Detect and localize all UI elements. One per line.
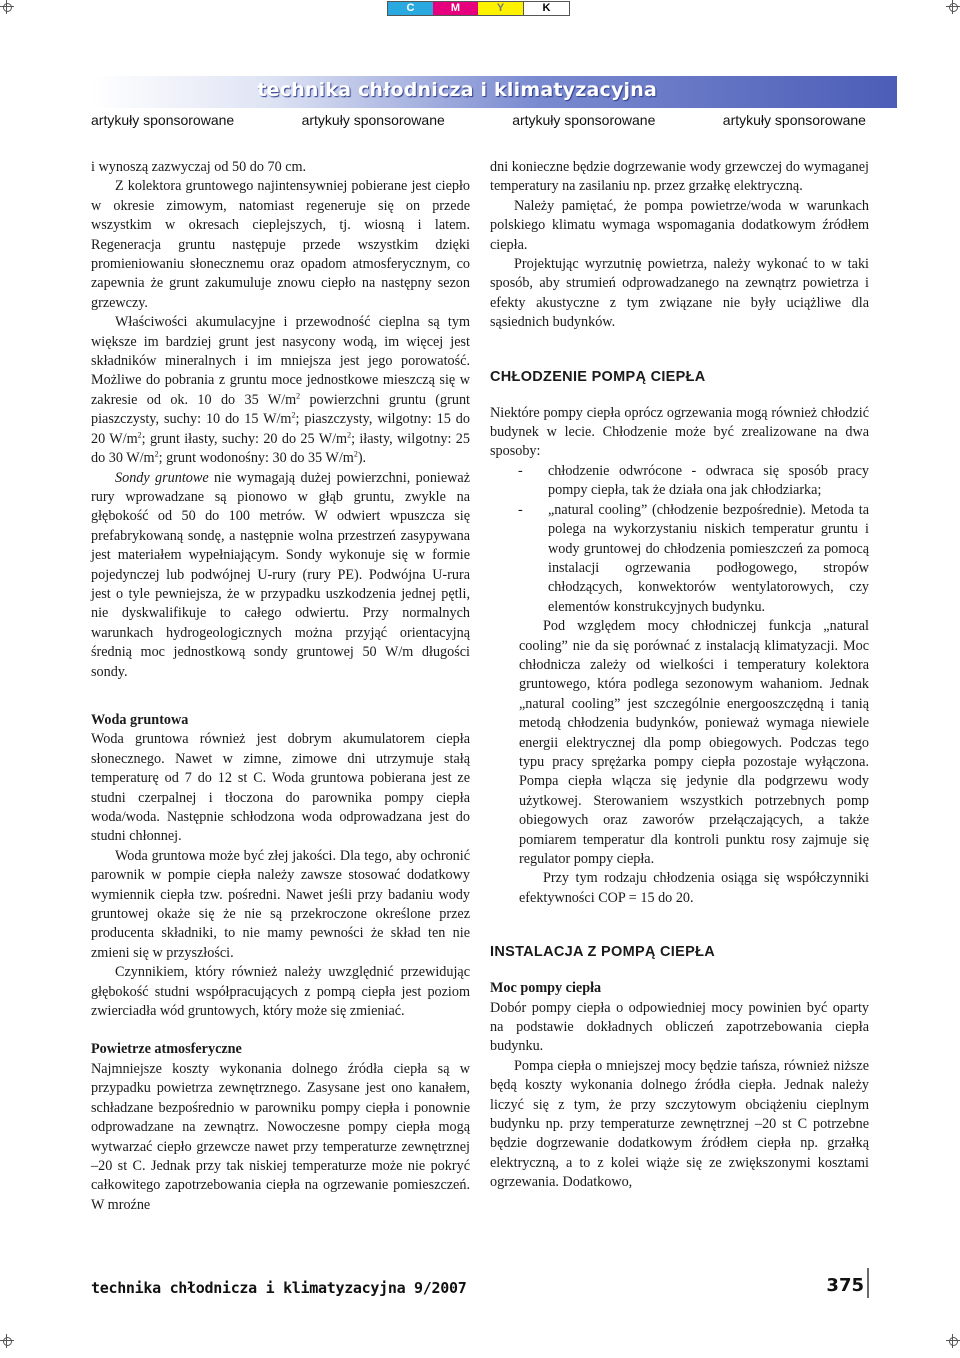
right-column bbox=[490, 158, 869, 1193]
page-number: 375 bbox=[826, 1275, 864, 1296]
section-heading-instalacja: INSTALACJA Z POMPĄ CIEPŁA bbox=[490, 944, 716, 961]
registration-mark-icon bbox=[0, 1334, 14, 1348]
paragraph: Najmniejsze koszty wykonania dolnego źródła ciepła są w przypadku powietrza zewnętrznego. Zasysane jest ono kanałem, schładzane bezpośrednio w parowniku pompy ciepła i ponownie odprowadzane na zewnątrz. Nowoczesne pompy ciepła mogą wytwarzać ciepło grzewcze nawet przy temperaturze zewnętrznej –20 st C. Jednak przy tak niskiej temperaturze może nie pokryć całkowitego zapotrzebowania ciepła na ogrzewanie pomieszczeń. W mroźne bbox=[91, 1060, 470, 1213]
paragraph: Z kolektora gruntowego najintensywniej pobierane jest ciepło w okresie zimowym, natomiast regeneruje się on przede wszystkim w okresach cieplejszych, tj. wiosną i latem. Regeneracja gruntu następuje przede wszystkim dzięki promieniowaniu słonecznemu oraz opadom atmosferycznym, co zapewnia że grunt zakumuluje znowu ciepło na następny sezon grzewczy. bbox=[91, 178, 470, 311]
subheading-moc: Moc pompy ciepła bbox=[490, 980, 602, 997]
header-banner bbox=[91, 76, 897, 108]
paragraph: Przy tym rodzaju chłodzenia osiąga się współczynniki efektywności COP = 15 do 20. bbox=[519, 870, 869, 906]
paragraph: dni konieczne będzie dogrzewanie wody grzewczej do wymaganej temperatury na zasilaniu np. przez grzałkę elektryczną. bbox=[490, 159, 869, 195]
paragraph: Sondy gruntowe nie wymagają dużej powierzchni, ponieważ rury wprowadzane są pionowo w głąb gruntu, zwykle na głębokość od 50 do 100 metrów. W odwiert wpuszcza się prefabrykowaną sondę, a następnie wolna przestrzeń zasypywana jest materiałem wypełniającym. Sondy wykonuje się w formie pojedynczej lub podwójnej U-rury (rury PE). Podwójna U-rura jest o tyle pewniejsza, że w przypadku uszkodzenia jednej pętli, nie dyskwalifikuje to całego odwiertu. Przy normalnych warunkach hydrogeologicznych można przyjąć orientacyjną średnią moc jednostkową sondy gruntowej 50 W/m długości sondy. bbox=[91, 469, 470, 680]
paragraph: Woda gruntowa również jest dobrym akumulatorem ciepła słonecznego. Nawet w zimne, zimowe dni utrzymuje stałą temperaturę od 7 do 12 st C. Woda gruntowa pobierana jest ze studni czerpalnej i tłoczona do parownika pompy ciepła woda/woda. Następnie schłodzona woda odprowadzana jest do studni chłonnej. bbox=[91, 731, 470, 845]
cooling-methods-list bbox=[490, 462, 869, 617]
footer-divider bbox=[867, 1268, 869, 1298]
sponsor-label: artykuły sponsorowane bbox=[512, 112, 656, 128]
footer-journal: technika chłodnicza i klimatyzacyjna 9/2007 bbox=[91, 1279, 467, 1297]
paragraph: Pod względem mocy chłodniczej funkcja „natural cooling” nie da się porównać z instalacją klimatyzacji. Moc chłodnicza zależy od wielkości i temperatury kolektora gruntowego, która podlega sezonowym wahaniom. Jednak „natural cooling” jest szczególnie energooszczędną i tanią metodą chłodzenia budynków, ponieważ wymaga niewiele energii elektrycznej dla pomp obiegowych. Podczas tego typu pracy sprężarka pompy ciepła pozostaje wyłączona. Pompa ciepła wlącza się jedynie dla podgrzewu wody użytkowej. Sterowaniem wszystkich potrzebnych pomp obiegowych oraz zaworów przełączających, a także pomiarem temperatur dla kontroli punktu rosy zajmuje się regulator pompy ciepła. bbox=[519, 618, 869, 867]
sponsor-label: artykuły sponsorowane bbox=[91, 112, 235, 128]
paragraph: Należy pamiętać, że pompa powietrze/woda w warunkach polskiego klimatu wymaga wspomagania dodatkowym źródłem ciepła. bbox=[490, 197, 869, 253]
left-column bbox=[91, 158, 470, 1215]
sponsor-label: artykuły sponsorowane bbox=[722, 112, 866, 128]
paragraph: Czynnikiem, który również należy uwzględnić przewidując głębokość studni współpracujących z pompą ciepła jest poziom zwierciadła wód gruntowych, który może się zmieniać. bbox=[91, 964, 470, 1020]
paragraph: i wynoszą zazwyczaj od 50 do 70 cm. bbox=[91, 159, 307, 175]
paragraph: Pompa ciepła o mniejszej mocy będzie tańsza, również niższe będą koszty wykonania dolnego źródła ciepła. Jednak należy liczyć się z tym, że przy szczytowym obciążeniu cieplnym budynku np. przy temperaturze zewnętrznej –20 st C potrzebne będzie dogrzewanie dodatkowym źródłem ciepła np. grzałką elektryczną, a to z kolei wiąże się ze zwiększonymi kosztami ogrzewania. Dodatkowo, bbox=[490, 1057, 869, 1191]
paragraph: Woda gruntowa może być złej jakości. Dla tego, aby ochronić parownik w pompie ciepła należy zawsze stosować dodatkowy wymiennik ciepła tzw. pośredni. Nawet jeśli przy badaniu wody gruntowej okaże się że nie są przekroczone określone przez producenta składniki, to nie mamy pewności że skład ten nie zmieni się w przyszłości. bbox=[91, 847, 470, 961]
cmyk-black: K bbox=[523, 2, 569, 15]
paragraph: Niektóre pompy ciepła oprócz ogrzewania mogą również chłodzić budynek w lecie. Chłodzenie może być zrealizowane na dwa sposoby: bbox=[490, 404, 869, 460]
paragraph: Projektując wyrzutnię powietrza, należy wykonać to w taki sposób, aby strumień odprowadzanego na zewnątrz powietrza i efekty akustyczne z tym związane nie były uciążliwe dla sąsiednich budynków. bbox=[490, 256, 869, 331]
paragraph: Właściwości akumulacyjne i przewodność cieplna są tym większe im bardziej grunt jest nasycony wodą, im więcej jest składników mineralnych i im mniejsza jest jego porowatość. Możliwe do pobrania z gruntu moce jednostkowe mieszczą się w zakresie od ok. 10 do 35 $W/m^2$ powierzchni gruntu (grunt piaszczysty, suchy: 10 do 15 $W/m^2$; piaszczysty, wilgotny: 15 do 20 $W/m^2$; grunt iłasty, suchy: 20 do 25 $W/m^2$; iłasty, wilgotny: 25 do 30 $W/m^2$; grunt wodonośny: 30 do 35 $W/m^2$). bbox=[91, 314, 470, 467]
subheading-woda-gruntowa: Woda gruntowa bbox=[91, 711, 189, 728]
journal-title: technika chłodnicza i klimatyzacyjna bbox=[257, 79, 657, 101]
cmyk-color-bar bbox=[387, 1, 570, 16]
registration-mark-icon bbox=[0, 0, 14, 14]
list-item: - chłodzenie odwrócone - odwraca się sposób pracy pompy ciepła, tak że działa ona jak chłodziarka; bbox=[518, 462, 869, 499]
cmyk-magenta: M bbox=[433, 2, 478, 15]
sponsor-row bbox=[91, 112, 866, 134]
sponsor-label: artykuły sponsorowane bbox=[301, 112, 445, 128]
section-heading-chlodzenie: CHŁODZENIE POMPĄ CIEPŁA bbox=[490, 368, 706, 385]
registration-mark-icon bbox=[946, 1334, 960, 1348]
cmyk-yellow: Y bbox=[478, 2, 523, 15]
registration-mark-icon bbox=[946, 0, 960, 14]
paragraph: Dobór pompy ciepła o odpowiedniej mocy powinien być oparty na podstawie dokładnych obliczeń zapotrzebowania ciepła budynku. bbox=[490, 999, 869, 1055]
cmyk-cyan: C bbox=[388, 2, 433, 15]
subheading-powietrze: Powietrze atmosferyczne bbox=[91, 1041, 242, 1058]
list-item: - „natural cooling” (chłodzenie bezpośrednie). Metoda ta polega na wykorzystaniu niskich temperatur gruntu i wody gruntowej do chłodzenia pomieszczeń za pomocą instalacji ogrzewania podłogowego, stropów chłodzących, konwektorów wentylatorowych, czy elementów konstrukcyjnych budynku. bbox=[518, 501, 869, 615]
